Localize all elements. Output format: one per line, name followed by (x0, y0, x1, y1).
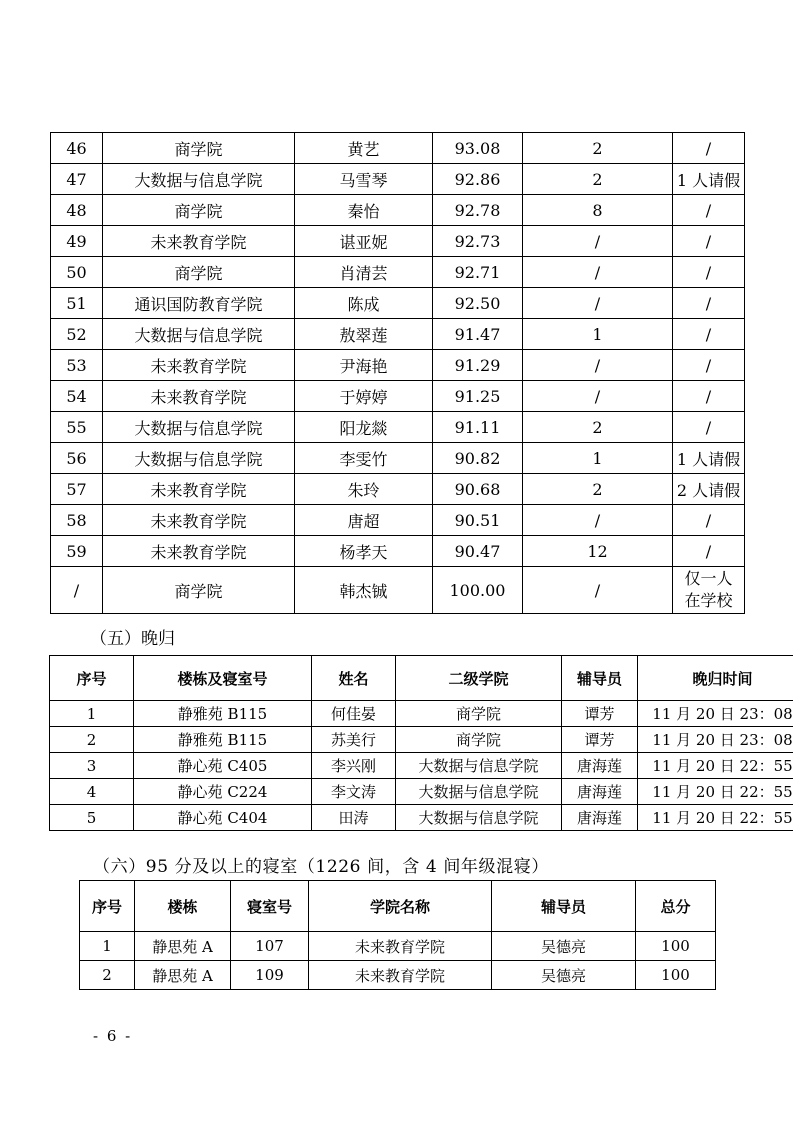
table-cell: / (523, 505, 673, 536)
table-cell: 12 (523, 536, 673, 567)
table-row (51, 381, 745, 412)
col-header-college: 二级学院 (396, 656, 562, 701)
table-cell: 1 人请假 (673, 164, 745, 195)
table-cell: / (673, 505, 745, 536)
table-cell: 商学院 (103, 195, 295, 226)
table-row (51, 319, 745, 350)
table-cell: 商学院 (396, 701, 562, 727)
late-return-table-body (50, 701, 793, 831)
section-5-heading: （五）晚归 (90, 629, 175, 649)
table-cell: / (673, 381, 745, 412)
table-cell: 苏美行 (312, 727, 396, 753)
table-cell: 大数据与信息学院 (396, 779, 562, 805)
late-return-table (49, 655, 793, 831)
table-cell: 谌亚妮 (295, 226, 433, 257)
table-cell: 仅一人 在学校 (673, 567, 745, 614)
table-row (50, 701, 793, 727)
table-cell: 尹海艳 (295, 350, 433, 381)
table-cell: 3 (50, 753, 134, 779)
table-row (51, 536, 745, 567)
col-header-counselor: 辅导员 (492, 881, 636, 932)
table-row (51, 257, 745, 288)
table-cell: 吴德亮 (492, 932, 636, 961)
table-row (80, 961, 716, 990)
table-cell: 90.68 (433, 474, 523, 505)
table-cell: 大数据与信息学院 (103, 443, 295, 474)
table-cell: 100 (636, 961, 716, 990)
table-cell: 大数据与信息学院 (103, 412, 295, 443)
table-cell: 91.29 (433, 350, 523, 381)
table-cell: 谭芳 (562, 727, 638, 753)
table-cell: 92.50 (433, 288, 523, 319)
table-cell: 大数据与信息学院 (396, 805, 562, 831)
table-cell: 大数据与信息学院 (396, 753, 562, 779)
table-cell: 李兴刚 (312, 753, 396, 779)
table-cell: 杨孝天 (295, 536, 433, 567)
table-cell: 90.51 (433, 505, 523, 536)
table-cell: 92.78 (433, 195, 523, 226)
table-cell: 54 (51, 381, 103, 412)
table-cell: 何佳晏 (312, 701, 396, 727)
col-header-building-room: 楼栋及寝室号 (134, 656, 312, 701)
col-header-room: 寝室号 (231, 881, 309, 932)
table-row (51, 133, 745, 164)
table-cell: 4 (50, 779, 134, 805)
table-cell: / (673, 288, 745, 319)
page-number: - 6 - (93, 1027, 133, 1045)
ranking-table (50, 132, 745, 614)
table-cell: 唐海莲 (562, 753, 638, 779)
table-cell: 1 (523, 319, 673, 350)
table-cell: 55 (51, 412, 103, 443)
table-row (50, 779, 793, 805)
table-cell: 2 人请假 (673, 474, 745, 505)
table-cell: 商学院 (103, 567, 295, 614)
dorm-score-table (79, 880, 716, 990)
table-cell: 11 月 20 日 23：08 (638, 727, 793, 753)
table-cell: 未来教育学院 (103, 381, 295, 412)
table-cell: 93.08 (433, 133, 523, 164)
table-row (51, 567, 745, 614)
table-row (50, 805, 793, 831)
table-row (51, 350, 745, 381)
table-cell: 未来教育学院 (103, 226, 295, 257)
table-cell: 李文涛 (312, 779, 396, 805)
table-cell: 静心苑 C224 (134, 779, 312, 805)
table-cell: 未来教育学院 (103, 350, 295, 381)
section-6-heading: （六）95 分及以上的寝室（1226 间，含 4 间年级混寝） (93, 857, 549, 877)
table-cell: 58 (51, 505, 103, 536)
table-cell: 91.11 (433, 412, 523, 443)
table-cell: 2 (523, 412, 673, 443)
table-cell: 李雯竹 (295, 443, 433, 474)
table-row (50, 727, 793, 753)
table-cell: 56 (51, 443, 103, 474)
col-header-index: 序号 (50, 656, 134, 701)
col-header-name: 姓名 (312, 656, 396, 701)
table-cell: / (523, 288, 673, 319)
table-cell: 48 (51, 195, 103, 226)
table-cell: 唐海莲 (562, 779, 638, 805)
table-cell: 50 (51, 257, 103, 288)
table-cell: 11 月 20 日 22：55 (638, 805, 793, 831)
table-cell: 47 (51, 164, 103, 195)
table-cell: 91.25 (433, 381, 523, 412)
table-cell: 1 (80, 932, 135, 961)
table-row (80, 932, 716, 961)
table-cell: 陈成 (295, 288, 433, 319)
table-row (51, 505, 745, 536)
table-cell: 敖翠莲 (295, 319, 433, 350)
table-cell: 静思苑 A (135, 932, 231, 961)
table-cell: 2 (50, 727, 134, 753)
table-cell: 92.71 (433, 257, 523, 288)
table-cell: 秦怡 (295, 195, 433, 226)
table-cell: / (673, 226, 745, 257)
col-header-late-time: 晚归时间 (638, 656, 793, 701)
dorm-score-header-row (80, 881, 716, 932)
table-row (51, 195, 745, 226)
table-cell: 大数据与信息学院 (103, 319, 295, 350)
table-cell: 90.47 (433, 536, 523, 567)
table-cell: 100.00 (433, 567, 523, 614)
table-cell: 57 (51, 474, 103, 505)
table-cell: 未来教育学院 (309, 932, 492, 961)
table-cell: / (673, 133, 745, 164)
table-cell: / (523, 567, 673, 614)
table-cell: 静雅苑 B115 (134, 727, 312, 753)
table-cell: 1 (50, 701, 134, 727)
table-cell: 静心苑 C405 (134, 753, 312, 779)
table-cell: 51 (51, 288, 103, 319)
table-cell: 100 (636, 932, 716, 961)
table-cell: 田涛 (312, 805, 396, 831)
table-cell: / (673, 536, 745, 567)
table-cell: / (673, 319, 745, 350)
table-cell: 2 (80, 961, 135, 990)
table-cell: 8 (523, 195, 673, 226)
table-cell: 46 (51, 133, 103, 164)
table-cell: 商学院 (103, 257, 295, 288)
table-cell: 静心苑 C404 (134, 805, 312, 831)
table-cell: 11 月 20 日 23：08 (638, 701, 793, 727)
table-row (51, 412, 745, 443)
table-cell: / (673, 412, 745, 443)
table-cell: 2 (523, 164, 673, 195)
late-return-header-row (50, 656, 793, 701)
table-cell: 阳龙燚 (295, 412, 433, 443)
table-cell: 唐海莲 (562, 805, 638, 831)
table-row (51, 443, 745, 474)
table-cell: / (51, 567, 103, 614)
table-cell: 92.73 (433, 226, 523, 257)
table-row (51, 288, 745, 319)
table-cell: / (523, 257, 673, 288)
table-cell: 11 月 20 日 22：55 (638, 753, 793, 779)
table-cell: 92.86 (433, 164, 523, 195)
table-cell: 1 人请假 (673, 443, 745, 474)
table-cell: / (523, 350, 673, 381)
dorm-score-table-body (80, 932, 716, 990)
table-cell: 朱玲 (295, 474, 433, 505)
col-header-building: 楼栋 (135, 881, 231, 932)
col-header-counselor: 辅导员 (562, 656, 638, 701)
table-cell: 通识国防教育学院 (103, 288, 295, 319)
table-cell: 109 (231, 961, 309, 990)
table-cell: / (673, 195, 745, 226)
table-cell: 2 (523, 474, 673, 505)
table-cell: 未来教育学院 (103, 505, 295, 536)
table-cell: 91.47 (433, 319, 523, 350)
table-cell: 韩杰铖 (295, 567, 433, 614)
table-cell: / (523, 381, 673, 412)
col-header-college-name: 学院名称 (309, 881, 492, 932)
table-row (50, 753, 793, 779)
table-cell: 90.82 (433, 443, 523, 474)
table-cell: 肖清芸 (295, 257, 433, 288)
table-cell: 于婷婷 (295, 381, 433, 412)
table-cell: 黄艺 (295, 133, 433, 164)
table-cell: 53 (51, 350, 103, 381)
table-cell: 唐超 (295, 505, 433, 536)
table-cell: / (673, 257, 745, 288)
col-header-index: 序号 (80, 881, 135, 932)
table-cell: 大数据与信息学院 (103, 164, 295, 195)
table-row (51, 474, 745, 505)
table-row (51, 164, 745, 195)
table-cell: 谭芳 (562, 701, 638, 727)
table-cell: 1 (523, 443, 673, 474)
table-cell: 107 (231, 932, 309, 961)
ranking-table-body (51, 133, 745, 614)
table-cell: 2 (523, 133, 673, 164)
table-cell: 5 (50, 805, 134, 831)
table-cell: 马雪琴 (295, 164, 433, 195)
table-cell: 49 (51, 226, 103, 257)
table-cell: 52 (51, 319, 103, 350)
table-cell: 吴德亮 (492, 961, 636, 990)
table-cell: 59 (51, 536, 103, 567)
table-cell: / (673, 350, 745, 381)
col-header-total-score: 总分 (636, 881, 716, 932)
table-cell: / (523, 226, 673, 257)
table-cell: 未来教育学院 (309, 961, 492, 990)
table-cell: 商学院 (103, 133, 295, 164)
table-row (51, 226, 745, 257)
table-cell: 静思苑 A (135, 961, 231, 990)
table-cell: 商学院 (396, 727, 562, 753)
table-cell: 11 月 20 日 22：55 (638, 779, 793, 805)
table-cell: 未来教育学院 (103, 474, 295, 505)
table-cell: 未来教育学院 (103, 536, 295, 567)
table-cell: 静雅苑 B115 (134, 701, 312, 727)
